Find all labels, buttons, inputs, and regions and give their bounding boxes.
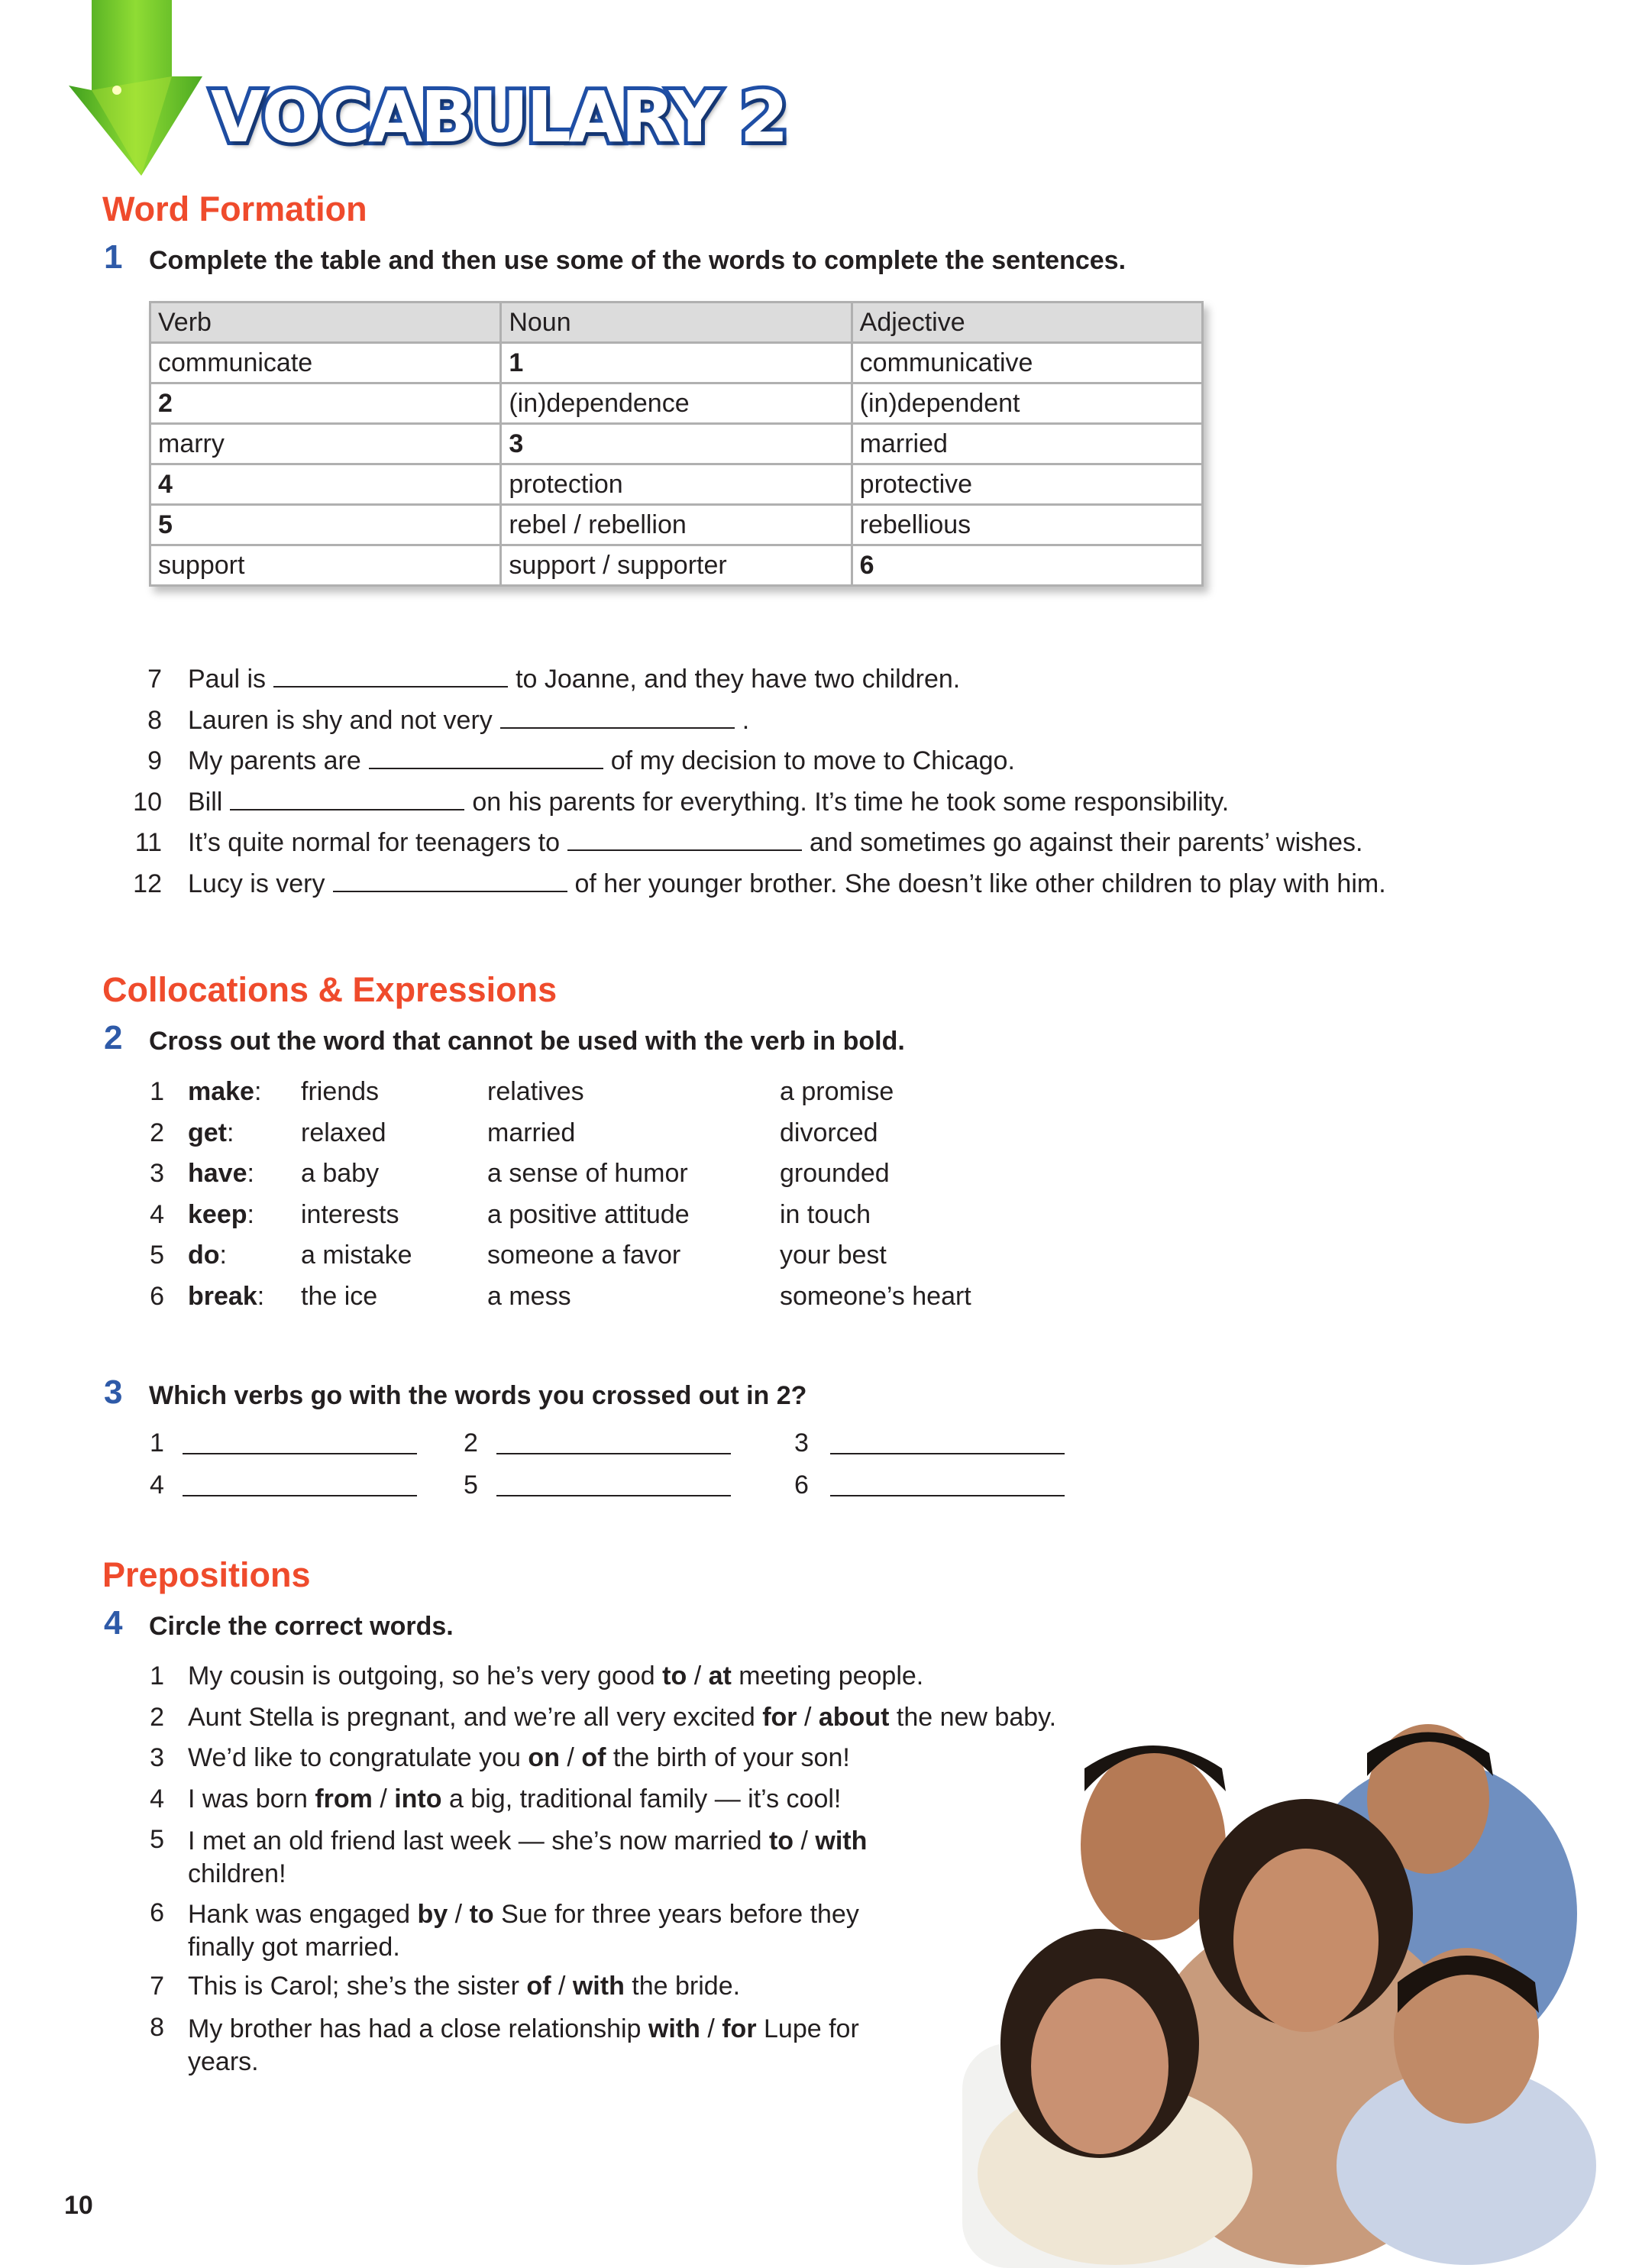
item-number: 1 [150,1661,164,1690]
exercise-number: 4 [104,1604,123,1642]
option-b[interactable]: with [815,1826,868,1856]
verb-bold: break [188,1282,257,1311]
item-number: 1 [150,1077,164,1106]
column-header: Adjective [852,303,1202,343]
item-number: 3 [794,1428,809,1458]
collocation-option[interactable]: relaxed [301,1118,386,1147]
sentence [188,706,749,736]
option-b[interactable]: with [572,1972,625,2001]
option-a[interactable]: from [315,1784,373,1813]
word-formation-table [149,301,1204,587]
column-header: Verb [150,303,501,343]
item-number: 8 [150,2013,164,2042]
answer-blank-cell[interactable]: 3 [501,424,852,464]
item-number: 2 [150,1118,164,1147]
preposition-sentence: Hank was engaged by / to Sue for three years before they finally got married. [188,1900,859,1962]
table-cell: rebel / rebellion [501,505,852,545]
verb-bold: get [188,1118,227,1147]
sentence-text: This is Carol; she’s the sister [188,1972,519,2001]
sentence-text: Aunt Stella is pregnant, and we’re all very excited [188,1702,755,1732]
sentence-text: I met an old friend last week — she’s now married [188,1826,762,1856]
sentence-text: the birth of your son! [613,1743,850,1773]
preposition-sentence: My brother has had a close relationship with / for Lupe for years. [188,2014,859,2076]
sentence-text: meeting people. [739,1661,924,1690]
collocation-option[interactable]: your best [780,1241,887,1270]
item-number: 12 [133,869,162,898]
verb-bold: keep [188,1199,247,1229]
option-a[interactable]: with [648,2014,700,2043]
answer-blank-cell[interactable]: 5 [150,505,501,545]
verb: get: [188,1118,234,1147]
sentence-text: and sometimes go against their parents’ wishes. [809,828,1363,858]
exercise-instruction: Circle the correct words. [149,1612,454,1641]
preposition-sentence: I met an old friend last week — she’s now married to / with children! [188,1826,868,1889]
verb: do: [188,1241,227,1270]
green-arrow-icon [65,0,218,183]
item-number: 6 [150,1282,164,1311]
page-title: VOCABULARY 2 [211,76,787,158]
item-number: 7 [150,1972,164,2001]
verb: keep: [188,1199,254,1229]
sentence-text: Paul is [188,665,267,694]
sentence [188,788,1229,817]
collocation-option[interactable]: a mess [487,1282,571,1311]
answer-blank-cell[interactable]: 2 [150,383,501,424]
item-number: 11 [134,828,162,858]
table-cell: communicate [150,343,501,383]
section-heading-prepositions: Prepositions [102,1555,311,1594]
sentence-text: the bride. [632,1972,741,2001]
sentence-text: Bill [188,787,223,817]
table-cell: support [150,545,501,586]
sentence-text: Lucy is very [188,869,325,898]
sentence-text: a big, traditional family — it’s cool! [448,1784,842,1813]
sentence-text: Lauren is shy and not very [188,705,493,735]
answer-blank[interactable] [830,1495,1065,1496]
table-row [150,545,1203,586]
sentence-text: the new baby. [896,1702,1057,1732]
sentence-text: My brother has had a close relationship [188,2014,642,2043]
answer-blank[interactable] [183,1495,417,1496]
verb: have: [188,1159,254,1189]
collocation-option[interactable]: in touch [780,1199,871,1229]
column-header: Noun [501,303,852,343]
sentence-text: of her younger brother. She doesn’t like other children to play with him. [574,869,1386,898]
preposition-sentence: My cousin is outgoing, so he’s very good to / at meeting people. [188,1661,924,1690]
option-a[interactable]: by [417,1900,448,1930]
item-number: 4 [150,1199,164,1229]
answer-blank[interactable] [230,788,464,810]
collocation-option[interactable]: someone a favor [487,1241,681,1270]
verb-bold: have [188,1159,247,1189]
collocation-option[interactable]: married [487,1118,576,1147]
collocation-option[interactable]: a sense of humor [487,1159,688,1189]
collocation-option[interactable]: grounded [780,1159,890,1189]
collocation-option[interactable]: interests [301,1199,399,1229]
answer-blank[interactable] [496,1495,731,1496]
preposition-sentence: I was born from / into a big, traditional family — it’s cool! [188,1784,842,1813]
sentence-text: Lupe for years. [188,2014,859,2076]
collocation-option[interactable]: divorced [780,1118,878,1147]
table-cell: rebellious [852,505,1202,545]
preposition-sentence: Aunt Stella is pregnant, and we’re all very excited for / about the new baby. [188,1702,1057,1732]
answer-blank[interactable] [567,828,802,851]
item-number: 10 [133,787,162,817]
sentence [188,746,1015,776]
collocation-option[interactable]: the ice [301,1282,378,1311]
table-cell: protective [852,464,1202,505]
sentence [188,869,1386,899]
answer-blank-cell[interactable]: 4 [150,464,501,505]
answer-blank[interactable] [830,1453,1065,1454]
answer-blank[interactable] [273,665,508,688]
option-a[interactable]: on [528,1743,560,1773]
table-header-row [150,303,1203,343]
item-number: 1 [150,1428,164,1458]
table-row [150,383,1203,424]
sentence-text: . [742,705,750,735]
item-number: 3 [150,1743,164,1773]
option-b[interactable]: about [818,1702,890,1732]
sentence-text: I was born [188,1784,308,1813]
item-number: 8 [147,705,162,735]
sentence-text: It’s quite normal for teenagers to [188,828,560,858]
item-number: 5 [150,1241,164,1270]
item-number: 2 [150,1702,164,1732]
option-b[interactable]: for [722,2014,757,2043]
item-number: 9 [147,746,162,776]
collocation-option[interactable]: a positive attitude [487,1199,690,1229]
exercise-number: 3 [104,1373,123,1411]
item-number: 6 [794,1470,809,1500]
table-cell: married [852,424,1202,464]
sentence-text: My parents are [188,746,361,776]
sentence-text: on his parents for everything. It’s time he took some responsibility. [472,787,1230,817]
family-photo [810,1723,1642,2268]
collocation-option[interactable]: a promise [780,1077,894,1106]
exercise-instruction: Cross out the word that cannot be used with the verb in bold. [149,1027,905,1056]
option-a[interactable]: for [762,1702,797,1732]
exercise-instruction: Complete the table and then use some of the words to complete the sentences. [149,246,1126,275]
answer-blank[interactable] [496,1453,731,1454]
sentence [188,665,960,694]
preposition-sentence: We’d like to congratulate you on / of the birth of your son! [188,1743,850,1773]
item-number: 5 [464,1470,478,1500]
item-number: 2 [464,1428,478,1458]
table-row [150,343,1203,383]
item-number: 4 [150,1784,164,1813]
sentence-text: Hank was engaged [188,1900,411,1930]
item-number: 7 [147,665,162,694]
verb-bold: make [188,1077,254,1106]
option-b[interactable]: into [394,1784,442,1813]
exercise-number: 1 [104,238,123,276]
answer-blank[interactable] [500,706,735,729]
option-a[interactable]: to [768,1826,794,1856]
item-number: 3 [150,1159,164,1189]
sentence-text: children! [188,1859,286,1889]
item-number: 6 [150,1898,164,1928]
option-a[interactable]: to [662,1661,687,1690]
sentence-text: Sue for three years before they finally got married. [188,1900,859,1962]
verb-bold: do [188,1241,220,1270]
answer-blank[interactable] [183,1453,417,1454]
answer-blank-cell[interactable]: 1 [501,343,852,383]
table-row [150,424,1203,464]
collocation-option[interactable]: relatives [487,1077,584,1106]
answer-blank-cell[interactable]: 6 [852,545,1202,586]
option-a[interactable]: of [526,1972,551,2001]
preposition-sentence: This is Carol; she’s the sister of / with the bride. [188,1972,741,2001]
table-row [150,505,1203,545]
item-number: 4 [150,1470,164,1500]
verb: make: [188,1077,262,1106]
table-cell: protection [501,464,852,505]
item-number: 5 [150,1825,164,1855]
sentence-text: to Joanne, and they have two children. [516,665,961,694]
sentence [188,828,1362,858]
answer-blank[interactable] [369,746,603,769]
collocation-option[interactable]: a baby [301,1159,380,1189]
page-number: 10 [64,2191,93,2220]
table-cell: (in)dependent [852,383,1202,424]
sentence-text: We’d like to congratulate you [188,1743,521,1773]
option-b[interactable]: of [581,1743,606,1773]
option-b[interactable]: to [469,1900,494,1930]
sentence-text: of my decision to move to Chicago. [610,746,1015,776]
verb: break: [188,1282,265,1311]
collocation-option[interactable]: a mistake [301,1241,412,1270]
table-cell: communicative [852,343,1202,383]
table-cell: support / supporter [501,545,852,586]
section-heading-word-formation: Word Formation [102,189,367,228]
collocation-option[interactable]: someone’s heart [780,1282,971,1311]
table-cell: marry [150,424,501,464]
section-heading-collocations: Collocations & Expressions [102,970,558,1009]
exercise-instruction: Which verbs go with the words you crossed out in 2? [149,1381,807,1410]
table-row [150,464,1203,505]
collocation-option[interactable]: friends [301,1077,380,1106]
option-b[interactable]: at [708,1661,732,1690]
answer-blank[interactable] [333,869,567,892]
table-cell: (in)dependence [501,383,852,424]
sentence-text: My cousin is outgoing, so he’s very good [188,1661,655,1690]
exercise-number: 2 [104,1019,123,1056]
